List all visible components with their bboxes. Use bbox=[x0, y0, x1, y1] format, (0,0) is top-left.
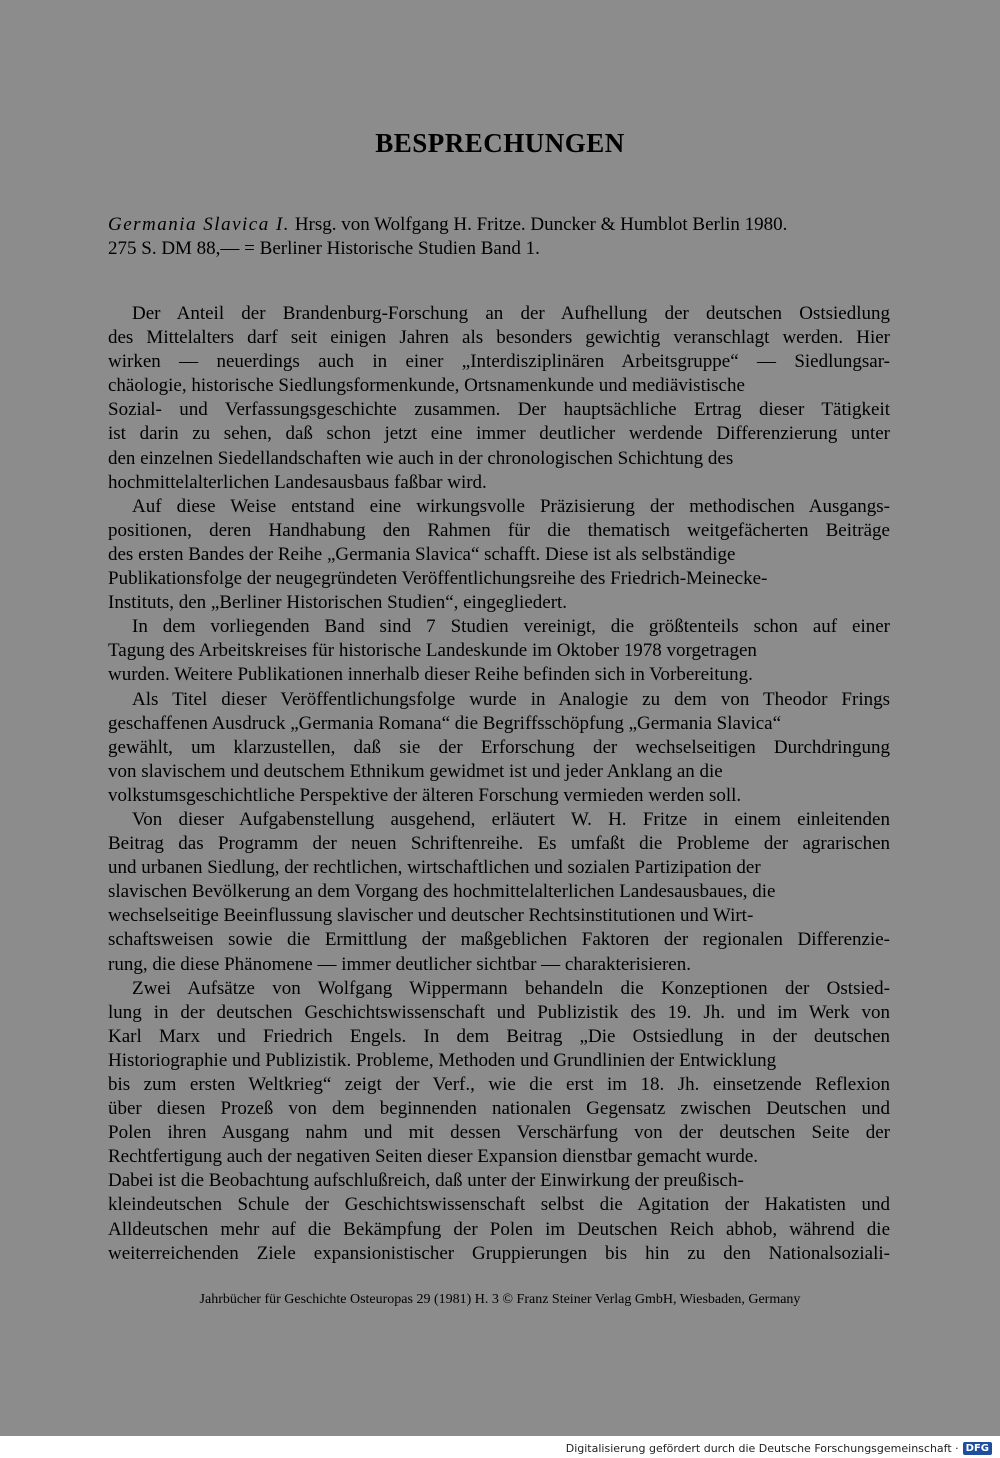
text-line: In dem vorliegenden Band sind 7 Studien vereinigt, die größtenteils schon auf einer bbox=[132, 616, 890, 638]
text-line: kleindeutschen Schule der Geschichtswissenschaft selbst die Agitation der Hakatisten und bbox=[108, 1194, 890, 1216]
text-line: lung in der deutschen Geschichtswissenschaft und Publizistik des 19. Jh. und im Werk von bbox=[108, 1001, 890, 1023]
text-line: Karl Marx und Friedrich Engels. In dem Beitrag „Die Ostsiedlung in der deutschen bbox=[108, 1025, 890, 1047]
text-line: bis zum ersten Weltkrieg“ zeigt der Verf., wie die erst im 18. Jh. einsetzende Reflexion bbox=[108, 1074, 890, 1095]
text-line: von slavischem und deutschem Ethnikum gewidmet ist und jeder Anklang an die bbox=[108, 760, 723, 782]
funding-bar bbox=[566, 1440, 992, 1456]
page-heading: BESPRECHUNGEN bbox=[375, 128, 625, 158]
dfg-logo: DFG bbox=[963, 1442, 992, 1455]
text-line: Als Titel dieser Veröffentlichungsfolge wurde in Analogie zu dem von Theodor Frings bbox=[132, 688, 890, 710]
text-line: rung, die diese Phänomene — immer deutlicher sichtbar — charakterisieren. bbox=[108, 953, 691, 975]
text-line: wirken — neuerdings auch in einer „Interdisziplinären Arbeitsgruppe“ — Siedlungsar- bbox=[108, 351, 890, 373]
text-line: positionen, deren Handhabung den Rahmen für die thematisch weitgefächerten Beiträge bbox=[108, 519, 890, 541]
text-line: schaftsweisen sowie die Ermittlung der maßgeblichen Faktoren der regionalen Differenzie- bbox=[108, 929, 890, 951]
text-line: Von dieser Aufgabenstellung ausgehend, erläutert W. H. Fritze in einem einleitenden bbox=[132, 808, 890, 830]
text-line: hochmittelalterlichen Landesausbaus faßbar wird. bbox=[108, 471, 487, 493]
text-line: Der Anteil der Brandenburg-Forschung an der Aufhellung der deutschen Ostsiedlung bbox=[132, 303, 890, 324]
text-line: Alldeutschen mehr auf die Bekämpfung der Polen im Deutschen Reich abhob, während die bbox=[108, 1218, 890, 1240]
text-line: wurden. Weitere Publikationen innerhalb dieser Reihe befinden sich in Vorbereitung. bbox=[108, 664, 753, 686]
text-line: Publikationsfolge der neugegründeten Veröffentlichungsreihe des Friedrich-Meinecke- bbox=[108, 568, 768, 590]
text-line: weiterreichenden Ziele expansionistischer Gruppierungen bis hin zu den Nationalsoziali- bbox=[108, 1242, 890, 1264]
text-line: und urbanen Siedlung, der rechtlichen, wirtschaftlichen und sozialen Partizipation der bbox=[108, 857, 761, 879]
text-line: Zwei Aufsätze von Wolfgang Wippermann behandeln die Konzeptionen der Ostsied- bbox=[132, 977, 890, 999]
text-line: Historiographie und Publizistik. Probleme, Methoden und Grundlinien der Entwicklung bbox=[108, 1049, 777, 1071]
text-line: den einzelnen Siedellandschaften wie auch in der chronologischen Schichtung des bbox=[108, 447, 734, 469]
review-body bbox=[108, 302, 890, 1266]
citation-details: Hrsg. von Wolfgang H. Fritze. Duncker & Humblot Berlin 1980. bbox=[290, 214, 788, 235]
text-line: des Mittelalters darf seit einigen Jahren als besonders gewichtig veranschlagt werden. Hier bbox=[108, 327, 890, 349]
book-citation bbox=[108, 213, 888, 261]
text-line: Dabei ist die Beobachtung aufschlußreich, daß unter der Einwirkung der preußisch- bbox=[108, 1170, 744, 1192]
text-line: des ersten Bandes der Reihe „Germania Slavica“ schafft. Diese ist als selbständige bbox=[108, 543, 736, 565]
text-line: Polen ihren Ausgang nahm und mit dessen Verschärfung von der deutschen Seite der bbox=[108, 1122, 890, 1144]
text-line: Tagung des Arbeitskreises für historische Landeskunde im Oktober 1978 vorgetragen bbox=[108, 640, 757, 662]
journal-footer: Jahrbücher für Geschichte Osteuropas 29 (1981) H. 3 © Franz Steiner Verlag GmbH, Wiesbaden, Germany bbox=[199, 1292, 801, 1307]
text-line: gewählt, um klarzustellen, daß sie der Erforschung der wechselseitigen Durchdringung bbox=[108, 736, 890, 758]
text-line: wechselseitige Beeinflussung slavischer und deutscher Rechtsinstitutionen und Wirt- bbox=[108, 905, 754, 927]
text-line: ist darin zu sehen, daß schon jetzt eine immer deutlicher werdende Differenzierung unter bbox=[108, 423, 890, 445]
citation-line-1 bbox=[108, 213, 888, 237]
funding-note: Digitalisierung gefördert durch die Deutsche Forschungsgemeinschaft · bbox=[565, 1441, 959, 1455]
text-line: Rechtfertigung auch der negativen Seiten dieser Expansion dienstbar gemacht wurde. bbox=[108, 1146, 758, 1168]
text-line: Sozial- und Verfassungsgeschichte zusammen. Der hauptsächliche Ertrag dieser Tätigkeit bbox=[108, 399, 890, 421]
text-line: Instituts, den „Berliner Historischen Studien“, eingegliedert. bbox=[108, 592, 568, 614]
text-line: geschaffenen Ausdruck „Germania Romana“ die Begriffsschöpfung „Germania Slavica“ bbox=[108, 712, 782, 734]
text-line: Auf diese Weise entstand eine wirkungsvolle Präzisierung der methodischen Ausgangs- bbox=[132, 495, 890, 517]
text-line: chäologie, historische Siedlungsformenkunde, Ortsnamenkunde und mediävistische bbox=[108, 375, 745, 397]
book-title: Germania Slavica I. bbox=[108, 214, 291, 235]
text-line: über diesen Prozeß von dem beginnenden nationalen Gegensatz zwischen Deutschen und bbox=[108, 1098, 890, 1120]
text-line: Beitrag das Programm der neuen Schriftenreihe. Es umfaßt die Probleme der agrarischen bbox=[108, 833, 890, 855]
text-line: slavischen Bevölkerung an dem Vorgang des hochmittelalterlichen Landesausbaues, die bbox=[108, 881, 776, 903]
text-line: volkstumsgeschichtliche Perspektive der älteren Forschung vermieden werden soll. bbox=[108, 784, 742, 806]
citation-line-2: 275 S. DM 88,— = Berliner Historische Studien Band 1. bbox=[108, 238, 540, 259]
